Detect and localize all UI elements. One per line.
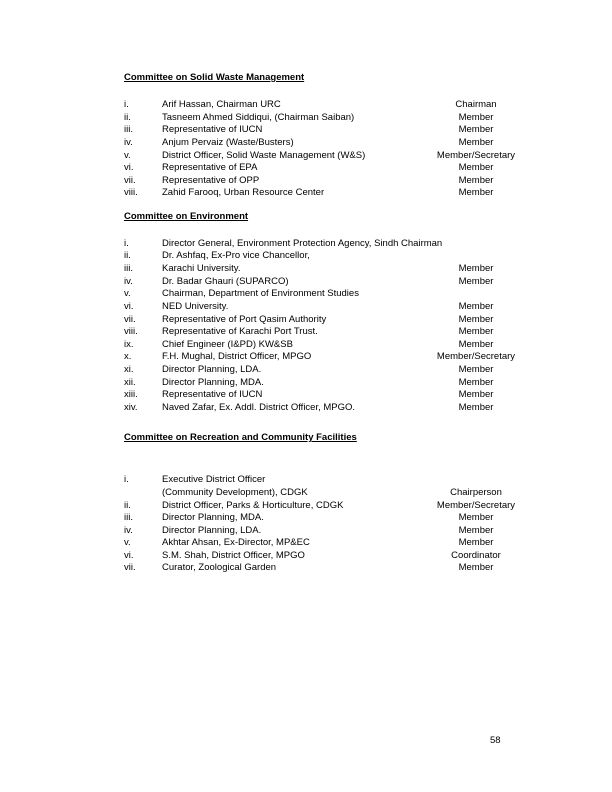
member-role: Member [458, 377, 494, 388]
list-item [0, 249, 612, 262]
item-number: v. [124, 288, 131, 299]
list-item [0, 561, 612, 574]
list-item [0, 136, 612, 149]
member-role: Member [458, 112, 494, 123]
item-number: ii. [124, 250, 131, 261]
list-item [0, 161, 612, 174]
list-item [0, 325, 612, 338]
member-role: Member [458, 162, 494, 173]
item-number: iv. [124, 137, 133, 148]
member-name: Anjum Pervaiz (Waste/Busters) [162, 137, 294, 148]
member-name: Representative of EPA [162, 162, 258, 173]
member-role: Member [458, 402, 494, 413]
member-name: (Community Development), CDGK [162, 487, 308, 498]
list-item [0, 388, 612, 401]
member-name: Representative of IUCN [162, 389, 263, 400]
item-number: iv. [124, 276, 133, 287]
member-role: Chairperson [450, 487, 502, 498]
item-number: viii. [124, 187, 138, 198]
member-name: NED University. [162, 301, 229, 312]
item-number: xii. [124, 377, 136, 388]
member-name: Karachi University. [162, 263, 241, 274]
item-number: vi. [124, 162, 134, 173]
item-number: i. [124, 238, 129, 249]
section-heading-recreation: Committee on Recreation and Community Facilities [124, 432, 357, 443]
member-role: Member [458, 389, 494, 400]
member-role: Member [458, 124, 494, 135]
list-item [0, 363, 612, 376]
member-role: Coordinator [451, 550, 501, 561]
member-name: Director Planning, LDA. [162, 364, 262, 375]
item-number: xi. [124, 364, 134, 375]
list-item [0, 401, 612, 414]
item-number: iii. [124, 263, 133, 274]
member-name: Representative of IUCN [162, 124, 263, 135]
item-number: i. [124, 99, 129, 110]
member-role: Member/Secretary [436, 150, 516, 161]
section-heading-environment: Committee on Environment [124, 211, 249, 222]
item-number: vii. [124, 314, 136, 325]
list-item [0, 300, 612, 313]
list-item [0, 350, 612, 363]
item-number: i. [124, 474, 129, 485]
item-number: vi. [124, 301, 134, 312]
member-name: Director Planning, MDA. [162, 377, 264, 388]
member-role: Member [458, 137, 494, 148]
item-number: iv. [124, 525, 133, 536]
member-role: Member/Secretary [436, 500, 516, 511]
member-name: District Officer, Parks & Horticulture, CDGK [162, 500, 344, 511]
item-number: iii. [124, 124, 133, 135]
item-number: iii. [124, 512, 133, 523]
member-name: Director Planning, LDA. [162, 525, 262, 536]
member-name: Dr. Ashfaq, Ex-Pro vice Chancellor, [162, 250, 310, 261]
list-item [0, 473, 612, 486]
member-name: Akhtar Ahsan, Ex-Director, MP&EC [162, 537, 310, 548]
item-number: ii. [124, 500, 131, 511]
member-name: District Officer, Solid Waste Management (W&S) [162, 150, 366, 161]
section-heading-solid-waste: Committee on Solid Waste Management [124, 72, 305, 83]
member-role: Member [458, 326, 494, 337]
member-role: Member [458, 339, 494, 350]
item-number: v. [124, 150, 131, 161]
member-name: S.M. Shah, District Officer, MPGO [162, 550, 305, 561]
member-name: Curator, Zoological Garden [162, 562, 277, 573]
list-item [0, 287, 612, 300]
member-role: Member [458, 364, 494, 375]
member-name: Arif Hassan, Chairman URC [162, 99, 281, 110]
list-item [0, 262, 612, 275]
member-name: Dr. Badar Ghauri (SUPARCO) [162, 276, 289, 287]
member-role: Member [458, 276, 494, 287]
list-item [0, 536, 612, 549]
item-number: vii. [124, 175, 136, 186]
page-number: 58 [490, 735, 501, 746]
item-number: viii. [124, 326, 138, 337]
member-role: Member [458, 314, 494, 325]
member-role: Member [458, 301, 494, 312]
list-item [0, 511, 612, 524]
item-number: ix. [124, 339, 134, 350]
member-name: Representative of Karachi Port Trust. [162, 326, 318, 337]
member-name: Director General, Environment Protection Agency, Sindh Chairman [162, 238, 443, 249]
member-name: Executive District Officer [162, 474, 266, 485]
item-number: xiv. [124, 402, 138, 413]
item-number: ii. [124, 112, 131, 123]
member-name: Chairman, Department of Environment Studies [162, 288, 359, 299]
member-role: Member [458, 175, 494, 186]
member-name: F.H. Mughal, District Officer, MPGO [162, 351, 312, 362]
member-role: Member [458, 187, 494, 198]
list-item [0, 486, 612, 499]
member-role: Member [458, 512, 494, 523]
item-number: xiii. [124, 389, 138, 400]
member-role: Member [458, 525, 494, 536]
member-role: Member [458, 537, 494, 548]
member-role: Member/Secretary [436, 351, 516, 362]
list-item [0, 186, 612, 199]
member-name: Tasneem Ahmed Siddiqui, (Chairman Saiban) [162, 112, 355, 123]
member-name: Naved Zafar, Ex. Addl. District Officer, MPGO. [162, 402, 356, 413]
member-name: Chief Engineer (I&PD) KW&SB [162, 339, 293, 350]
item-number: vi. [124, 550, 134, 561]
list-item [0, 98, 612, 111]
item-number: x. [124, 351, 132, 362]
list-item [0, 123, 612, 136]
member-name: Zahid Farooq, Urban Resource Center [162, 187, 325, 198]
member-name: Director Planning, MDA. [162, 512, 264, 523]
member-name: Representative of OPP [162, 175, 260, 186]
member-role: Member [458, 562, 494, 573]
member-role: Chairman [455, 99, 497, 110]
item-number: vii. [124, 562, 136, 573]
member-role: Member [458, 263, 494, 274]
member-name: Representative of Port Qasim Authority [162, 314, 327, 325]
item-number: v. [124, 537, 131, 548]
